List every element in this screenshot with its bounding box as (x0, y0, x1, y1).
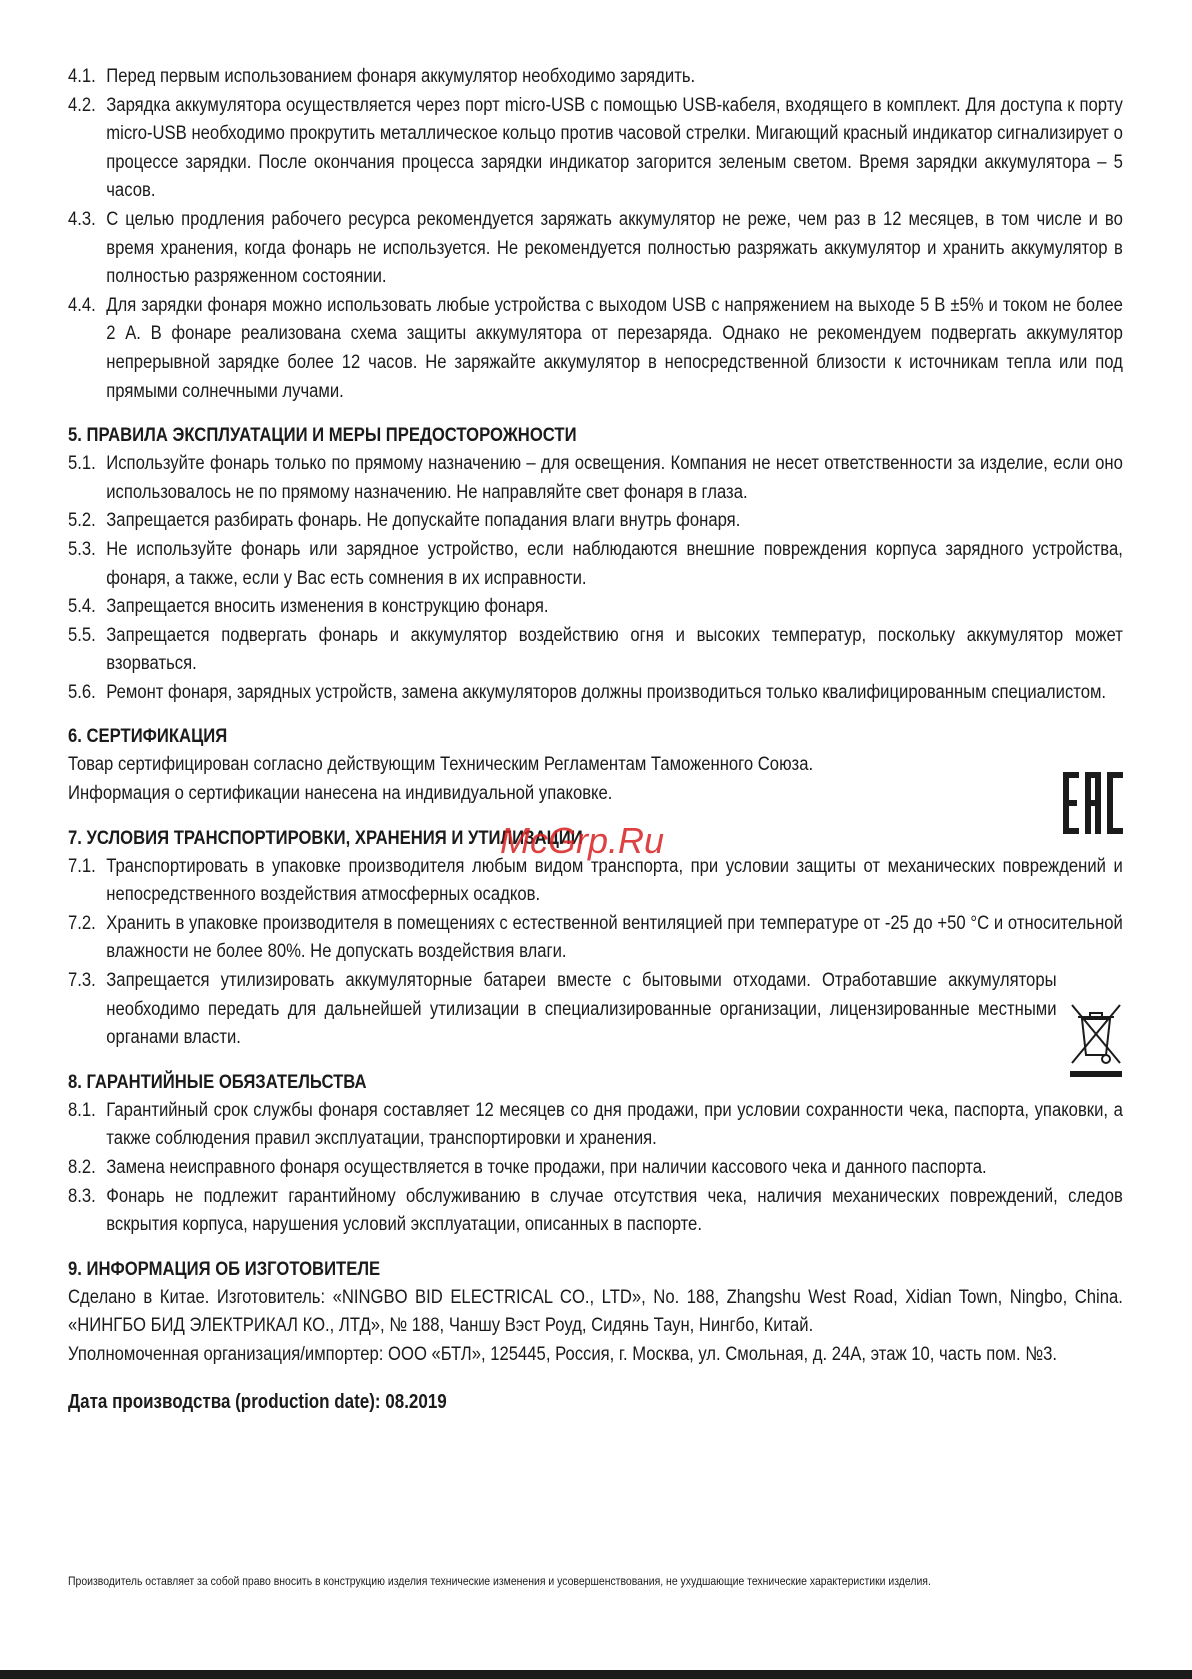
item-text: С целью продления рабочего ресурса рекомендуется заряжать аккумулятор не реже, чем раз в 12 месяцев, в том числе и во время хранения, когда фонарь не используется. Не рекомендуется полностью разряжать аккумулятор и хранить аккумулятор в полностью разряженном состоянии. (106, 207, 1123, 288)
importer-info: Уполномоченная организация/импортер: ООО «БТЛ», 125445, Россия, г. Москва, ул. Смольная, д. 24А, этаж 10, часть пом. №3. (68, 1342, 1057, 1365)
section-7-title: 7. УСЛОВИЯ ТРАНСПОРТИРОВКИ, ХРАНЕНИЯ И УТИЛИЗАЦИИ (68, 826, 583, 849)
list-item (68, 535, 1123, 592)
list-item (68, 678, 1123, 707)
eac-mark-icon (1063, 772, 1123, 834)
item-number: 4.1. (68, 65, 96, 87)
certification-line-1: Товар сертифицирован согласно действующим Техническим Регламентам Таможенного Союза. (68, 753, 814, 776)
document-page (68, 62, 1123, 1414)
section-6 (68, 750, 1123, 807)
section-8 (68, 1096, 1123, 1239)
list-item (68, 205, 1123, 291)
item-text: Ремонт фонаря, зарядных устройств, замена аккумуляторов должны производиться только квалифицированным специалистом. (106, 680, 1107, 703)
section-6-title: 6. СЕРТИФИКАЦИЯ (68, 725, 228, 748)
list-item (68, 449, 1123, 506)
list-item (68, 91, 1123, 205)
item-number: 5.1. (68, 452, 96, 475)
item-text: Замена неисправного фонаря осуществляется в точке продажи, при наличии кассового чека и данного паспорта. (106, 1156, 987, 1178)
item-text: Гарантийный срок службы фонаря составляет 12 месяцев со дня продажи, при условии сохранности чека, паспорта, упаковки, а также соблюдения правил эксплуатации, транспортировки и хранения. (106, 1098, 1123, 1150)
item-number: 7.1. (68, 854, 96, 877)
certification-line-2: Информация о сертификации нанесена на индивидуальной упаковке. (68, 782, 613, 805)
item-text: Транспортировать в упаковке производителя любым видом транспорта, при условии защиты от механических повреждений и непосредственного воздействия атмосферных осадков. (106, 854, 1123, 906)
item-text: Для зарядки фонаря можно использовать любые устройства с выходом USB с напряжением на выходе 5 В ±5% и током не более 2 А. В фонаре реализована схема защиты аккумулятора от перезаряда. Однако не рекомендуем подвергать аккумулятор непрерывной зарядке более 12 часов. Не заряжайте аккумулятор в непосредственной близости к источникам тепла или под прямыми солнечными лучами. (106, 293, 1123, 402)
section-9-title: 9. ИНФОРМАЦИЯ ОБ ИЗГОТОВИТЕЛЕ (68, 1257, 381, 1280)
item-text: Запрещается утилизировать аккумуляторные батареи вместе с бытовыми отходами. Отработавшие аккумуляторы необходимо передать для дальнейшей утилизации в специализированные организации, лицензированные местными органами власти. (106, 969, 1057, 1049)
item-number: 8.2. (68, 1156, 96, 1178)
list-item (68, 592, 1123, 621)
item-number: 7.2. (68, 911, 96, 934)
item-number: 4.4. (68, 293, 96, 316)
list-item (68, 966, 1123, 1052)
section-4 (68, 62, 1123, 405)
list-item (68, 909, 1123, 966)
item-text: Хранить в упаковке производителя в помещениях с естественной вентиляцией при температуре от -25 до +50 °С и относительной влажности не более 80%. Не допускать воздействия влаги. (106, 911, 1123, 963)
list-item (68, 291, 1123, 405)
list-item (68, 62, 1123, 91)
item-number: 8.3. (68, 1184, 96, 1207)
item-number: 5.5. (68, 623, 96, 646)
list-item (68, 621, 1123, 678)
crossed-out-bin-icon (1068, 1003, 1124, 1079)
section-5 (68, 449, 1123, 706)
item-text: Запрещается подвергать фонарь и аккумулятор воздействию огня и высоких температур, поскольку аккумулятор может взорваться. (106, 623, 1123, 675)
list-item (68, 1096, 1123, 1153)
section-8-title: 8. ГАРАНТИЙНЫЕ ОБЯЗАТЕЛЬСТВА (68, 1070, 367, 1093)
item-text: Запрещается разбирать фонарь. Не допускайте попадания влаги внутрь фонаря. (106, 509, 741, 532)
watermark: McGrp.Ru (500, 820, 665, 861)
item-number: 5.3. (68, 537, 96, 560)
item-text: Фонарь не подлежит гарантийному обслуживанию в случае отсутствия чека, наличия механических повреждений, следов вскрытия корпуса, нарушения условий эксплуатации, описанных в паспорте. (106, 1184, 1123, 1236)
item-number: 5.2. (68, 509, 96, 532)
item-text: Перед первым использованием фонаря аккумулятор необходимо зарядить. (106, 65, 696, 87)
item-number: 4.2. (68, 93, 96, 116)
item-text: Зарядка аккумулятора осуществляется через порт micro-USB с помощью USB-кабеля, входящего в комплект. Для доступа к порту micro-USB необходимо прокрутить металлическое кольцо против часовой стрелки. Мигающий красный индикатор сигнализирует о процессе зарядки. После окончания процесса зарядки индикатор загорится зеленым светом. Время зарядки аккумулятора – 5 часов. (106, 93, 1123, 202)
item-number: 5.6. (68, 680, 96, 703)
item-text: Используйте фонарь только по прямому назначению – для освещения. Компания не несет ответственности за изделие, если оно использовалось не по прямому назначению. Не направляйте свет фонаря в глаза. (106, 452, 1123, 503)
item-number: 8.1. (68, 1098, 96, 1121)
item-text: Не используйте фонарь или зарядное устройство, если наблюдаются внешние повреждения корпуса зарядного устройства, фонаря, а также, если у Вас есть сомнения в их исправности. (106, 537, 1123, 589)
item-number: 7.3. (68, 969, 96, 992)
section-5-title: 5. ПРАВИЛА ЭКСПЛУАТАЦИИ И МЕРЫ ПРЕДОСТОРОЖНОСТИ (68, 424, 577, 447)
section-9 (68, 1283, 1123, 1369)
item-number: 4.3. (68, 207, 96, 230)
list-item (68, 1153, 1123, 1182)
item-number: 5.4. (68, 595, 96, 618)
list-item (68, 1182, 1123, 1239)
list-item (68, 506, 1123, 535)
manufacturer-info: Сделано в Китае. Изготовитель: «NINGBO BID ELECTRICAL CO., LTD», No. 188, Zhangshu West Road, Xidian Town, Ningbo, China. «НИНГБО БИД ЭЛЕКТРИКАЛ КО., ЛТД», № 188, Чаншу Вэст Роуд, Сидянь Таун, Нингбо, Китай. (68, 1285, 1123, 1337)
footnote: Производитель оставляет за собой право вносить в конструкцию изделия технические изменения и усовершенствования, не ухудшающие технические характеристики изделия. (68, 1574, 931, 1588)
item-text: Запрещается вносить изменения в конструкцию фонаря. (106, 595, 549, 618)
production-date: Дата производства (production date): 08.2019 (68, 1390, 447, 1413)
bottom-divider (0, 1670, 1192, 1679)
section-7 (68, 852, 1123, 1052)
